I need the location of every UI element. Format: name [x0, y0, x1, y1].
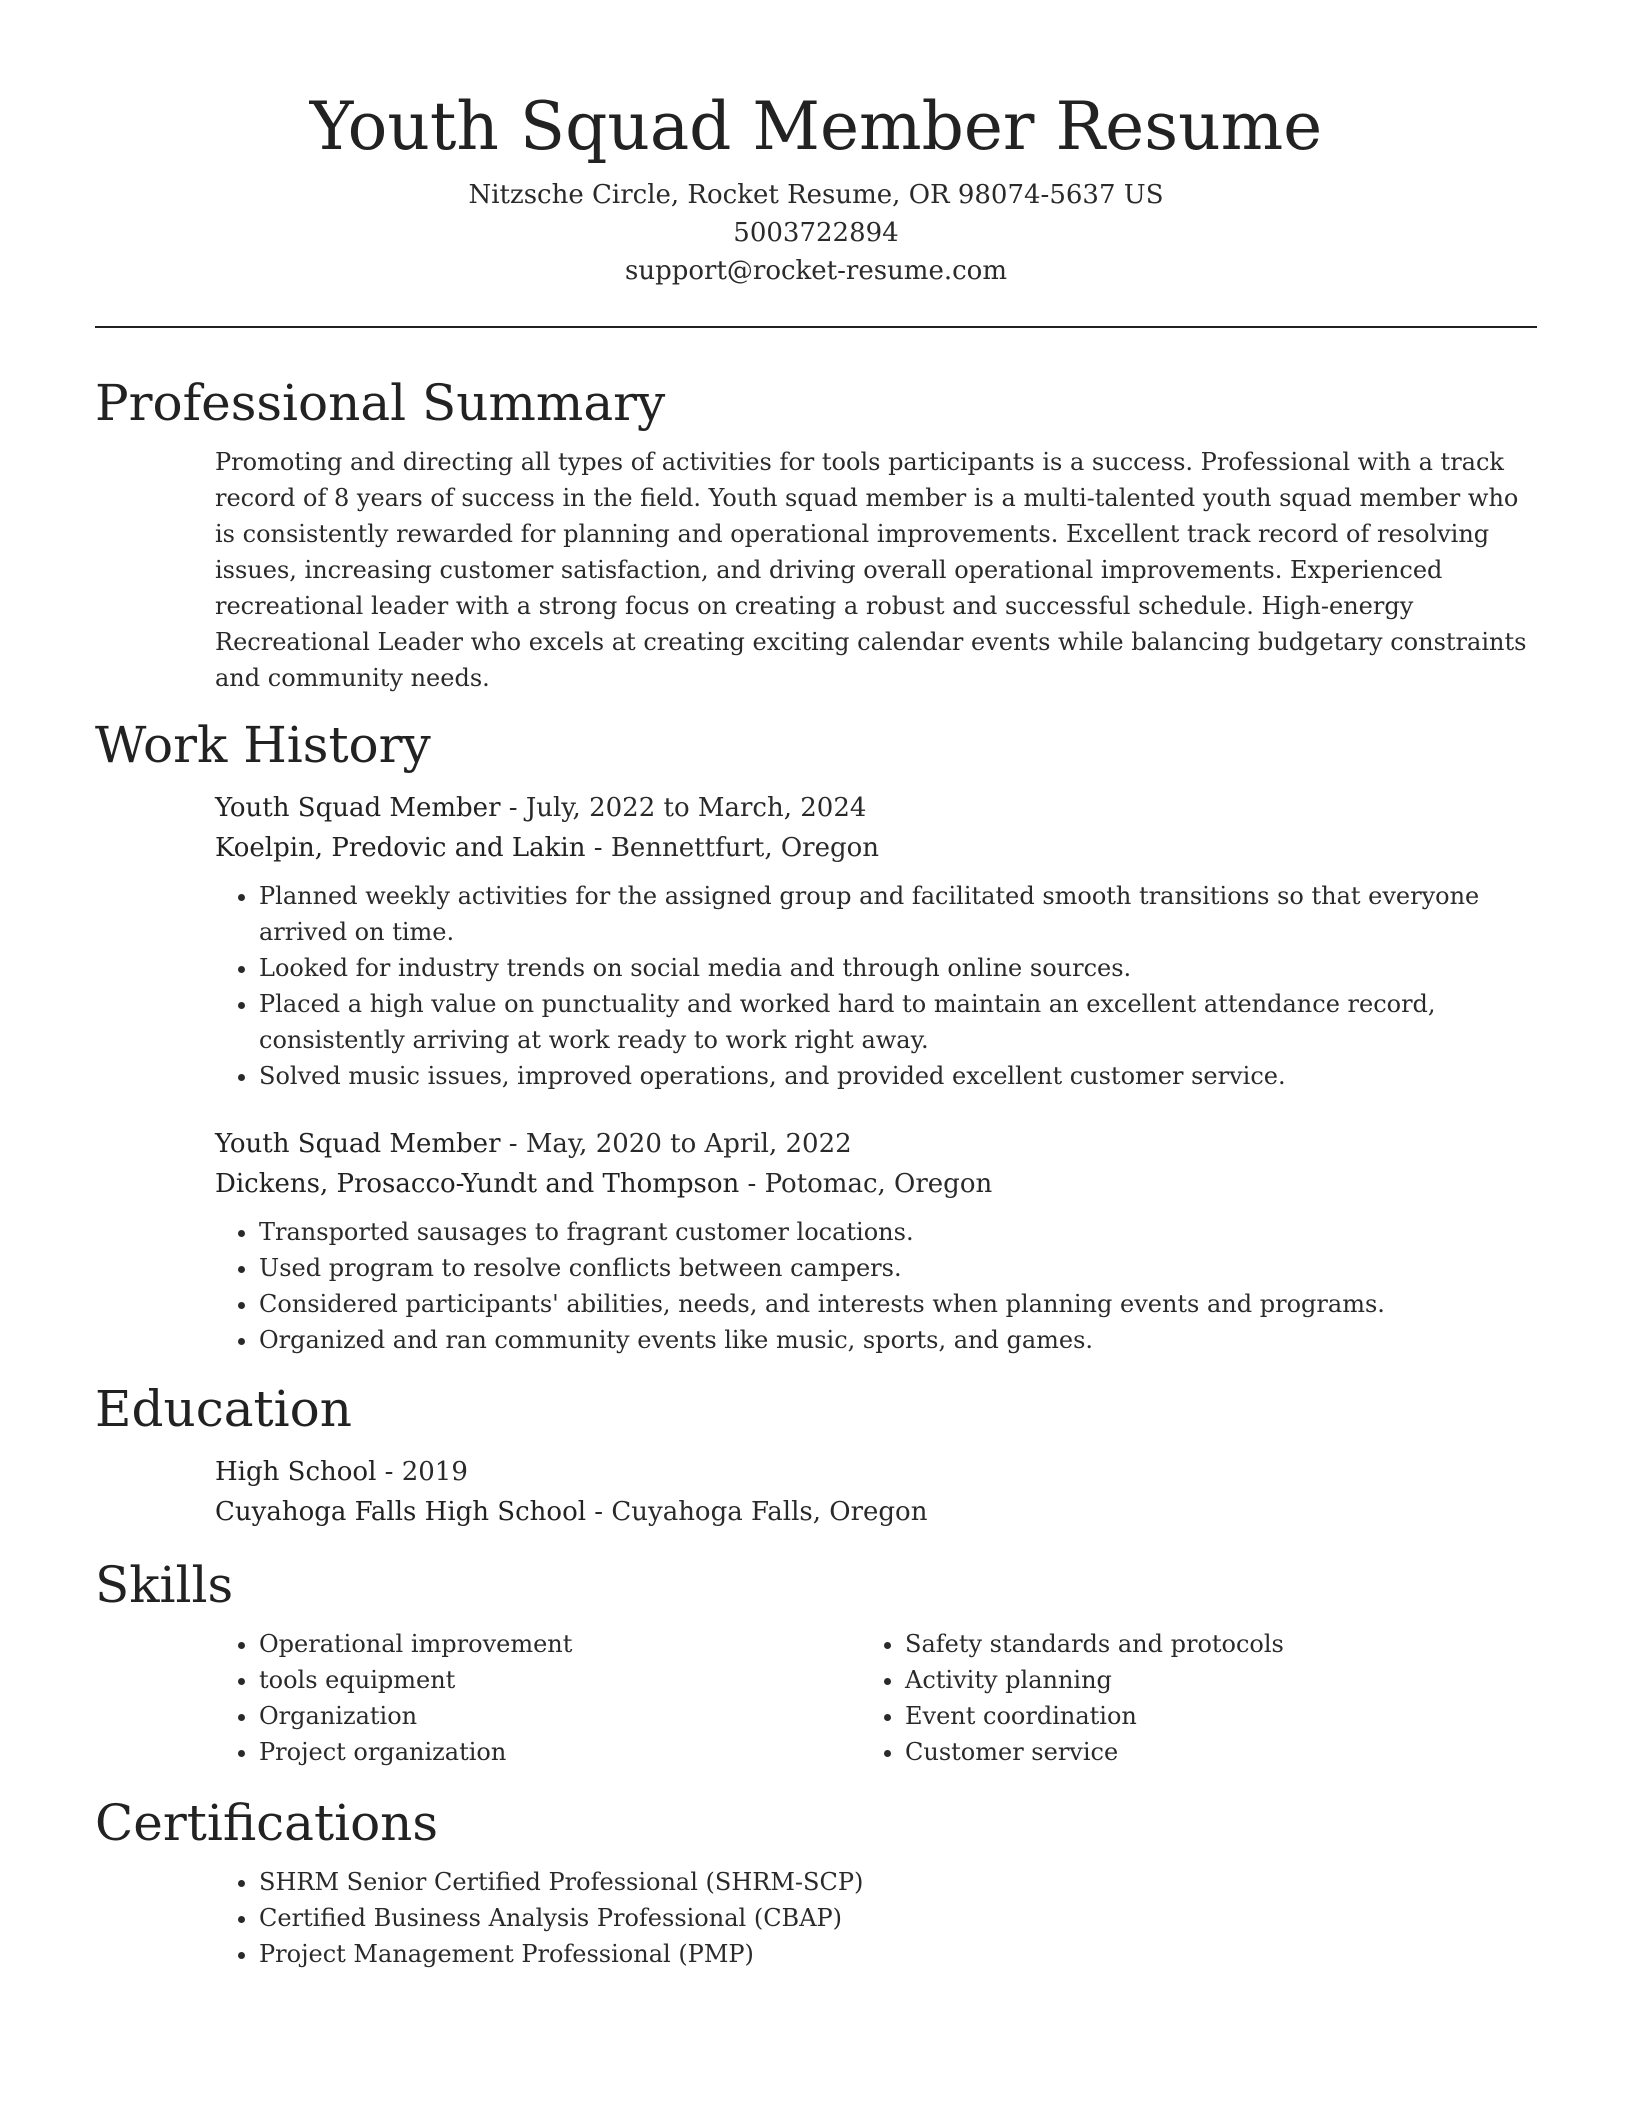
- skills-title: Skills: [95, 1556, 234, 1614]
- resume-header: [95, 0, 1537, 290]
- skill-item: • Organization: [259, 1698, 861, 1734]
- job-location: - Bennettfurt, Oregon: [585, 833, 880, 863]
- education-location: - Cuyahoga Falls, Oregon: [586, 1497, 928, 1527]
- work-title: Work History: [95, 716, 431, 774]
- skill-item: • Project organization: [259, 1734, 861, 1770]
- job-entry: [215, 788, 1537, 1094]
- job-title-line: [215, 1124, 1537, 1164]
- job-bullet: • Solved music issues, improved operations, and provided excellent customer service.: [259, 1058, 1537, 1094]
- job-bullet: • Looked for industry trends on social media and through online sources.: [259, 950, 1537, 986]
- contact-block: [95, 176, 1537, 290]
- certifications-title: Certifications: [95, 1794, 439, 1852]
- skills-section: [95, 1554, 1537, 1770]
- job-bullets: [215, 878, 1537, 1094]
- contact-phone: 5003722894: [733, 218, 899, 248]
- certifications-list: [215, 1864, 1537, 1972]
- contact-email: support@rocket-resume.com: [624, 256, 1007, 286]
- education-degree-line: [215, 1452, 1537, 1492]
- job-entry: [215, 1124, 1537, 1358]
- job-bullet: • Transported sausages to fragrant customer locations.: [259, 1214, 1537, 1250]
- resume-name: Youth Squad Member Resume: [309, 88, 1323, 165]
- job-company-line: [215, 1164, 1537, 1204]
- job-bullet: • Considered participants' abilities, needs, and interests when planning events and programs.: [259, 1286, 1537, 1322]
- job-bullet: • Used program to resolve conflicts between campers.: [259, 1250, 1537, 1286]
- skills-list: [215, 1626, 861, 1770]
- job-location: - Potomac, Oregon: [739, 1169, 993, 1199]
- skills-column-left: [215, 1626, 861, 1770]
- education-school-line: [215, 1492, 1537, 1532]
- summary-body: [95, 444, 1537, 696]
- summary-title: Professional Summary: [95, 374, 666, 432]
- education-degree: High School: [215, 1457, 377, 1487]
- skill-item: • Activity planning: [905, 1662, 1507, 1698]
- certifications-body: [95, 1864, 1537, 1972]
- job-position: Youth Squad Member: [215, 793, 501, 823]
- job-bullet: • Planned weekly activities for the assigned group and facilitated smooth transitions so that everyone arrived on time.: [259, 878, 1537, 950]
- education-section: [95, 1378, 1537, 1532]
- job-bullets: [215, 1214, 1537, 1358]
- skill-item: • Operational improvement: [259, 1626, 861, 1662]
- skill-item: • Safety standards and protocols: [905, 1626, 1507, 1662]
- education-title: Education: [95, 1380, 352, 1438]
- education-school: Cuyahoga Falls High School: [215, 1497, 587, 1527]
- certification-item: • SHRM Senior Certified Professional (SHRM-SCP): [259, 1864, 1537, 1900]
- education-year: - 2019: [376, 1457, 468, 1487]
- job-position: Youth Squad Member: [215, 1129, 501, 1159]
- work-section: [95, 714, 1537, 1358]
- job-company-line: [215, 828, 1537, 868]
- summary-section: [95, 372, 1537, 696]
- job-company: Dickens, Prosacco-Yundt and Thompson: [215, 1169, 740, 1199]
- education-body: [95, 1452, 1537, 1532]
- summary-text: Promoting and directing all types of activities for tools participants is a success. Professional with a track record of 8 years of success in the field. Youth squad member is a multi-talented youth squad member who is consistently rewarded for planning and operational improvements. Excellent track record of resolving issues, increasing customer satisfaction, and driving overall operational improvements. Experienced recreational leader with a strong focus on creating a robust and successful schedule. High-energy Recreational Leader who excels at creating exciting calendar events while balancing budgetary constraints and community needs.: [215, 448, 1527, 692]
- job-company: Koelpin, Predovic and Lakin: [215, 833, 586, 863]
- job-bullet: • Organized and ran community events like music, sports, and games.: [259, 1322, 1537, 1358]
- job-title-line: [215, 788, 1537, 828]
- skill-item: • tools equipment: [259, 1662, 861, 1698]
- job-dates: - July, 2022 to March, 2024: [500, 793, 867, 823]
- skill-item: • Customer service: [905, 1734, 1507, 1770]
- skills-list: [861, 1626, 1507, 1770]
- header-divider: [95, 326, 1537, 328]
- certification-item: • Project Management Professional (PMP): [259, 1936, 1537, 1972]
- skills-grid: [215, 1626, 1537, 1770]
- skills-body: [95, 1626, 1537, 1770]
- certifications-section: [95, 1792, 1537, 1972]
- job-bullet: • Placed a high value on punctuality and worked hard to maintain an excellent attendance record, consistently arriving at work ready to work right away.: [259, 986, 1537, 1058]
- work-body: [95, 788, 1537, 1358]
- contact-address: Nitzsche Circle, Rocket Resume, OR 98074-5637 US: [468, 180, 1164, 210]
- skills-column-right: [861, 1626, 1507, 1770]
- certification-item: • Certified Business Analysis Professional (CBAP): [259, 1900, 1537, 1936]
- job-dates: - May, 2020 to April, 2022: [500, 1129, 852, 1159]
- skill-item: • Event coordination: [905, 1698, 1507, 1734]
